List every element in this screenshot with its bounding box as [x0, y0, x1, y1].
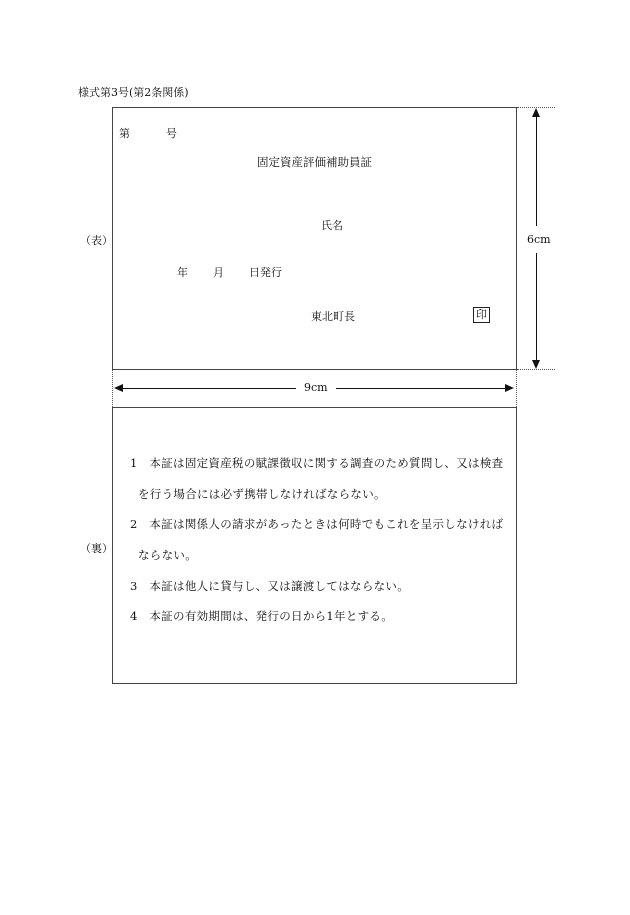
dimension-extension-line-right	[516, 370, 517, 407]
seal-text: 印	[476, 308, 487, 321]
back-card	[112, 407, 517, 684]
width-dimension-line-right	[336, 388, 506, 389]
dimension-extension-line-left	[112, 370, 113, 407]
back-line-1: 1 本証は固定資産税の賦課徴収に関する調査のため質問し、又は検査	[130, 456, 504, 470]
number-prefix: 第	[119, 127, 130, 140]
number-suffix: 号	[166, 127, 177, 140]
height-dimension-line-lower	[536, 253, 537, 361]
front-card	[112, 107, 517, 370]
back-line-5: 3 本証は他人に貸与し、又は譲渡してはならない。	[130, 579, 410, 593]
dimension-extension-line-bottom	[517, 369, 555, 370]
width-dimension-line-left	[122, 388, 296, 389]
arrow-right-icon	[505, 384, 514, 392]
width-dimension-label: 9cm	[304, 381, 328, 394]
date-issue: 日発行	[249, 266, 282, 279]
arrow-down-icon	[532, 360, 540, 369]
back-line-6: 4 本証の有効期間は、発行の日から1年とする。	[130, 609, 394, 623]
height-dimension-line-upper	[536, 116, 537, 226]
form-number: 様式第3号(第2条関係)	[78, 86, 189, 99]
height-dimension-label: 6cm	[527, 233, 551, 246]
back-line-3: 2 本証は関係人の請求があったときは何時でもこれを呈示しなければ	[130, 517, 504, 531]
name-label: 氏名	[321, 219, 343, 232]
seal-stamp	[473, 307, 490, 323]
issuer: 東北町長	[311, 310, 355, 323]
date-year: 年	[177, 266, 188, 279]
back-line-4: ならない。	[138, 548, 197, 562]
front-side-label: （表）	[80, 234, 113, 247]
card-title: 固定資産評価補助員証	[257, 155, 372, 169]
back-line-2: を行う場合には必ず携帯しなければならない。	[138, 487, 386, 501]
date-month: 月	[213, 266, 224, 279]
back-side-label: （裏）	[80, 542, 113, 555]
